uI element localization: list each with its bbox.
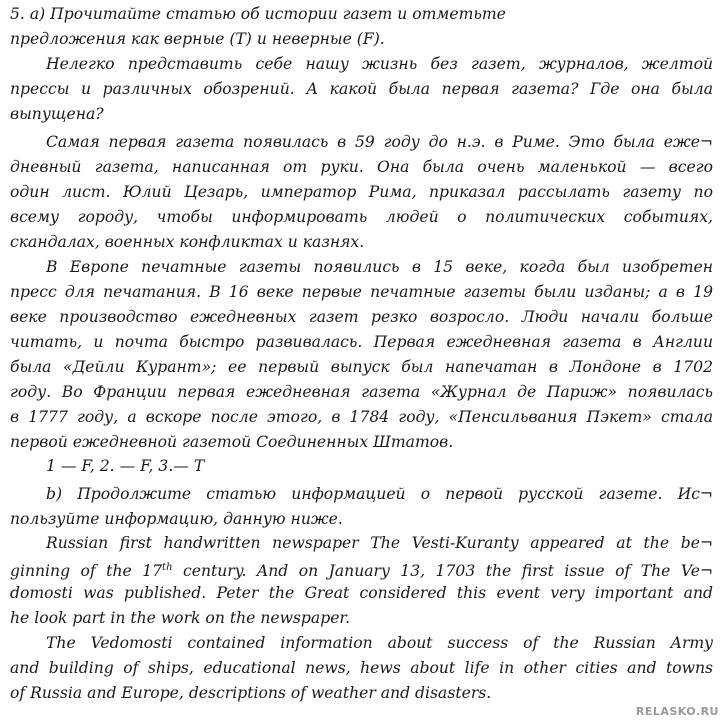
europe-line-5: была «Дейли Курант»; ее первый выпуск был напечатан в Лондоне в 1702 (10, 358, 713, 376)
europe-line-4: читать, и почта быстро развивалась. Первая ежедневная газета в Англии (10, 333, 713, 351)
vedomosti-line-1: The Vedomosti contained information about success of the Russian Army (46, 634, 713, 652)
task-a-line-1: 5. а) Прочитайте статью об истории газет и отметьте (10, 5, 506, 23)
intro-line-1: Нелегко представить себе нашу жизнь без газет, журналов, желтой (46, 55, 713, 73)
europe-line-6: году. Во Франции первая ежедневная газета «Журнал де Париж» появилась (10, 383, 713, 401)
rome-line-1: Самая первая газета появилась в 59 году до н.э. в Риме. Это была еже¬ (46, 133, 713, 151)
russian-line-1: Russian first handwritten newspaper The Vesti-Kuranty appeared at the be¬ (46, 534, 713, 552)
rome-line-2: дневный газета, написанная от руки. Она была очень маленькой — всего (10, 158, 713, 176)
task-b-line-2: пользуйте информацию, данную ниже. (10, 510, 343, 528)
rome-line-5: скандалах, военных конфликтах и казнях. (10, 233, 365, 251)
task-b-line-1: b) Продолжите статью информацией о первой русской газете. Ис¬ (46, 485, 713, 503)
ordinal-suffix: th (162, 562, 173, 573)
europe-line-2: пресс для печатания. В 16 веке первые печатные газеты были изданы; а в 19 (10, 283, 713, 301)
site-watermark: RELASKO.RU (635, 705, 719, 718)
europe-line-3: веке производство ежедневных газет резко возросло. Люди начали больше (10, 308, 713, 326)
intro-line-3: выпущена? (10, 105, 104, 123)
task-a-line-2: предложения как верные (T) и неверные (F). (10, 30, 385, 48)
rome-line-4: всему городу, чтобы информировать людей о политических событиях, (10, 208, 713, 226)
europe-line-8: первой ежедневной газетой Соединенных Штатов. (10, 433, 454, 451)
rome-line-3: один лист. Юлий Цезарь, император Рима, приказал рассылать газету по (10, 183, 713, 201)
intro-line-2: прессы и различных обозрений. А какой была первая газета? Где она была (10, 80, 713, 98)
russian-line-4: he look part in the work on the newspaper. (10, 609, 351, 627)
russian-line-3: domosti was published. Peter the Great considered this event very important and (10, 584, 713, 602)
europe-line-1: В Европе печатные газеты появились в 15 веке, когда был изобретен (46, 258, 713, 276)
vedomosti-line-2: and building of ships, educational news, hews about life in other cities and towns (10, 659, 713, 677)
vedomosti-line-3: of Russia and Europe, descriptions of weather and disasters. (10, 684, 492, 702)
europe-line-7: в 1777 году, а вскоре после этого, в 1784 году, «Пенсильвания Пэкет» стала (10, 408, 713, 426)
answers-line: 1 — F, 2. — F, 3.— T (46, 457, 205, 475)
russian-line-2: ginning of the 17th century. And on January 13, 1703 the first issue of The Ve¬ (10, 562, 713, 581)
